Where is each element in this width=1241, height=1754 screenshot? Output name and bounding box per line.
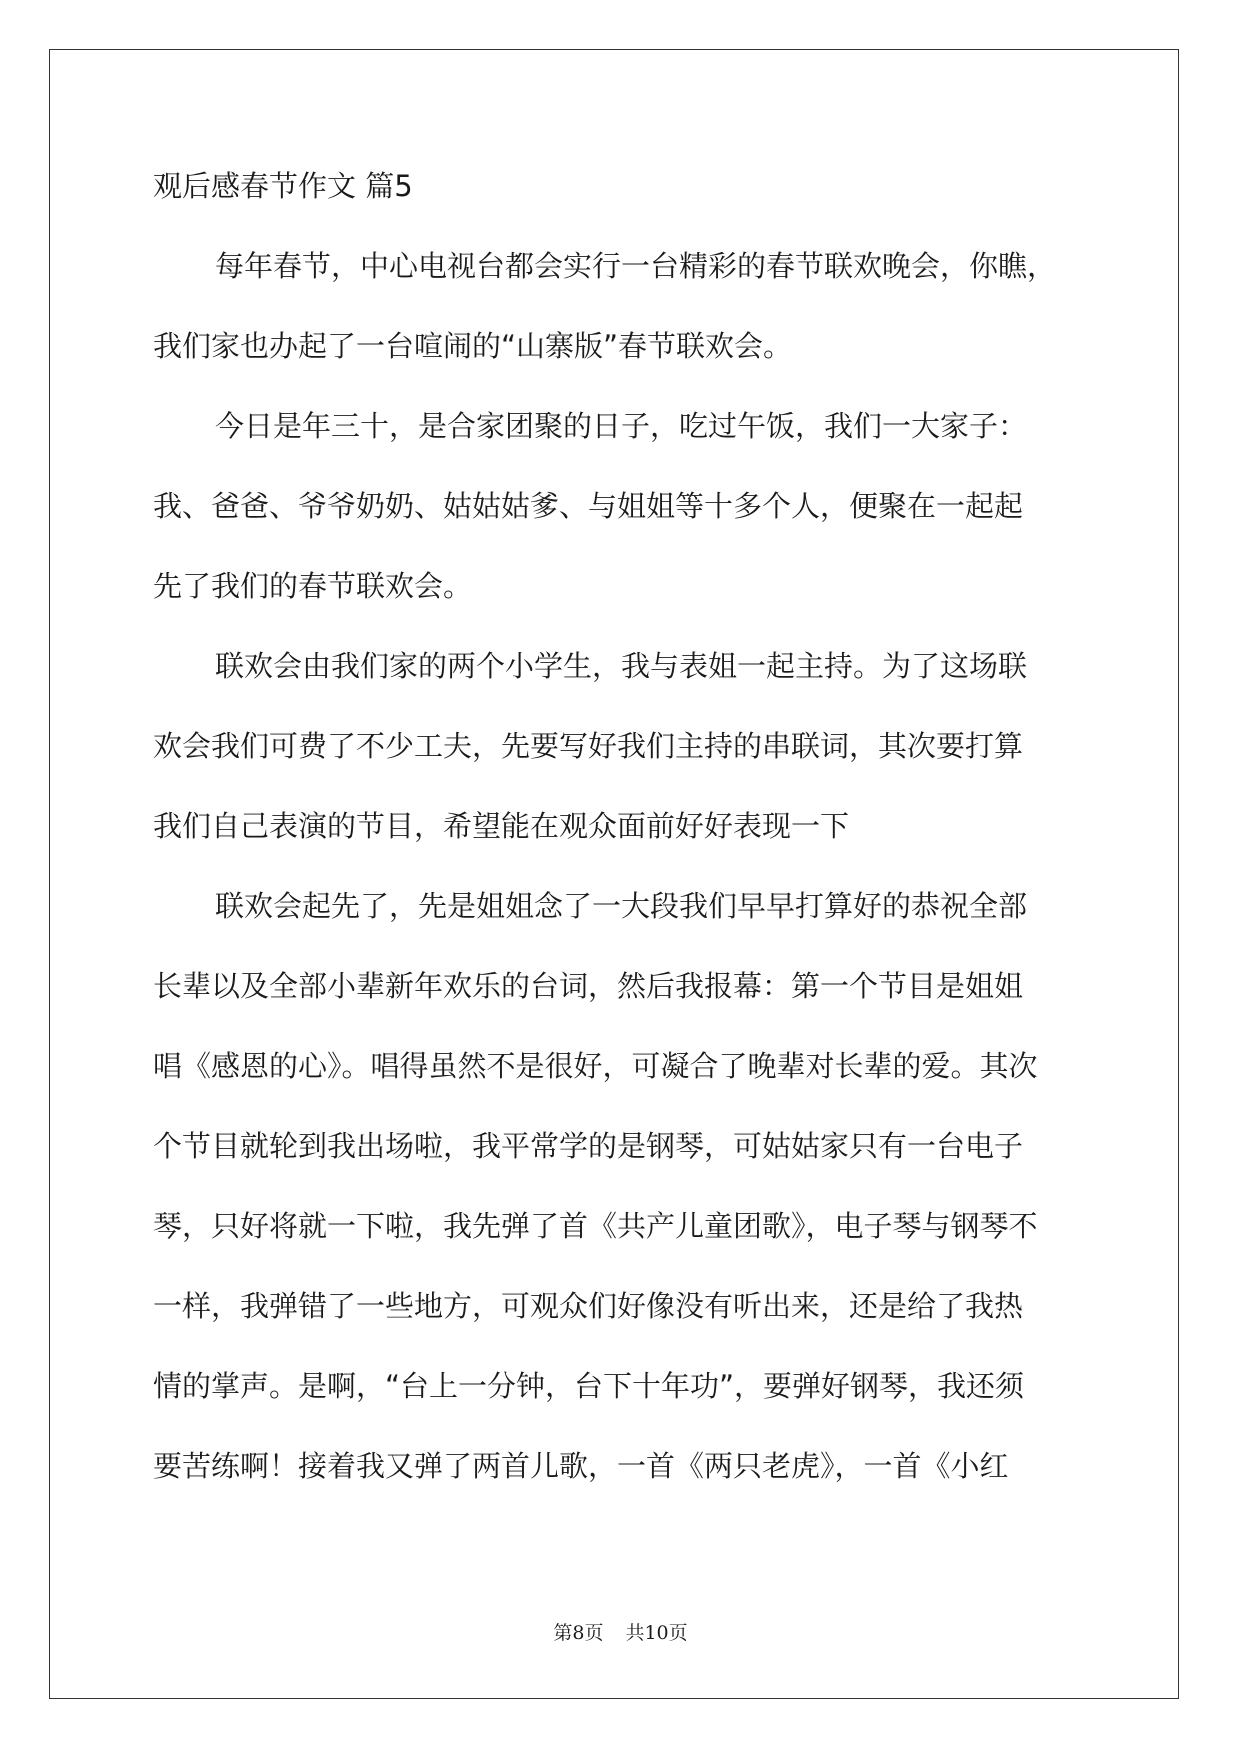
paragraph-line: 一样，我弹错了一些地方，可观众们好像没有听出来，还是给了我热	[153, 1289, 1024, 1323]
paragraph-line: 要苦练啊！接着我又弹了两首儿歌，一首《两只老虎》，一首《小红	[153, 1449, 1009, 1483]
paragraph	[153, 406, 1093, 606]
paragraph-line: 我们自己表演的节目，希望能在观众面前好好表现一下	[153, 809, 850, 843]
paragraph-line: 琴，只好将就一下啦，我先弹了首《共产儿童团歌》，电子琴与钢琴不	[153, 1209, 1038, 1243]
paragraph-line: 今日是年三十，是合家团聚的日子，吃过午饭，我们一大家子：	[215, 409, 1028, 443]
paragraph-line: 每年春节，中心电视台都会实行一台精彩的春节联欢晚会，你瞧，	[215, 249, 1057, 283]
paragraph	[153, 886, 1093, 1486]
paragraph	[153, 246, 1093, 366]
page-total: 共10页	[625, 1622, 688, 1644]
paragraph-line: 联欢会由我们家的两个小学生，我与表姐一起主持。为了这场联	[215, 649, 1028, 683]
paragraph-list	[153, 246, 1093, 1486]
paragraph-line: 个节目就轮到我出场啦，我平常学的是钢琴，可姑姑家只有一台电子	[153, 1129, 1024, 1163]
paragraph-line: 我们家也办起了一台喧闹的“山寨版”春节联欢会。	[153, 329, 793, 363]
document-body	[153, 166, 1093, 1526]
page-footer	[0, 1620, 1241, 1646]
paragraph-line: 情的掌声。是啊，“台上一分钟，台下十年功”，要弹好钢琴，我还须	[153, 1369, 1025, 1403]
paragraph-line: 长辈以及全部小辈新年欢乐的台词，然后我报幕：第一个节目是姐姐	[153, 969, 1024, 1003]
page-number: 第8页	[553, 1622, 604, 1644]
paragraph-line: 先了我们的春节联欢会。	[153, 569, 473, 603]
paragraph-line: 欢会我们可费了不少工夫，先要写好我们主持的串联词，其次要打算	[153, 729, 1024, 763]
paragraph-line: 唱《感恩的心》。唱得虽然不是很好，可凝合了晚辈对长辈的爱。其次	[153, 1049, 1038, 1083]
paragraph-line: 我、爸爸、爷爷奶奶、姑姑姑爹、与姐姐等十多个人，便聚在一起起	[153, 489, 1024, 523]
paragraph-line: 联欢会起先了，先是姐姐念了一大段我们早早打算好的恭祝全部	[215, 889, 1028, 923]
paragraph	[153, 646, 1093, 846]
document-title: 观后感春节作文 篇5	[153, 169, 413, 203]
